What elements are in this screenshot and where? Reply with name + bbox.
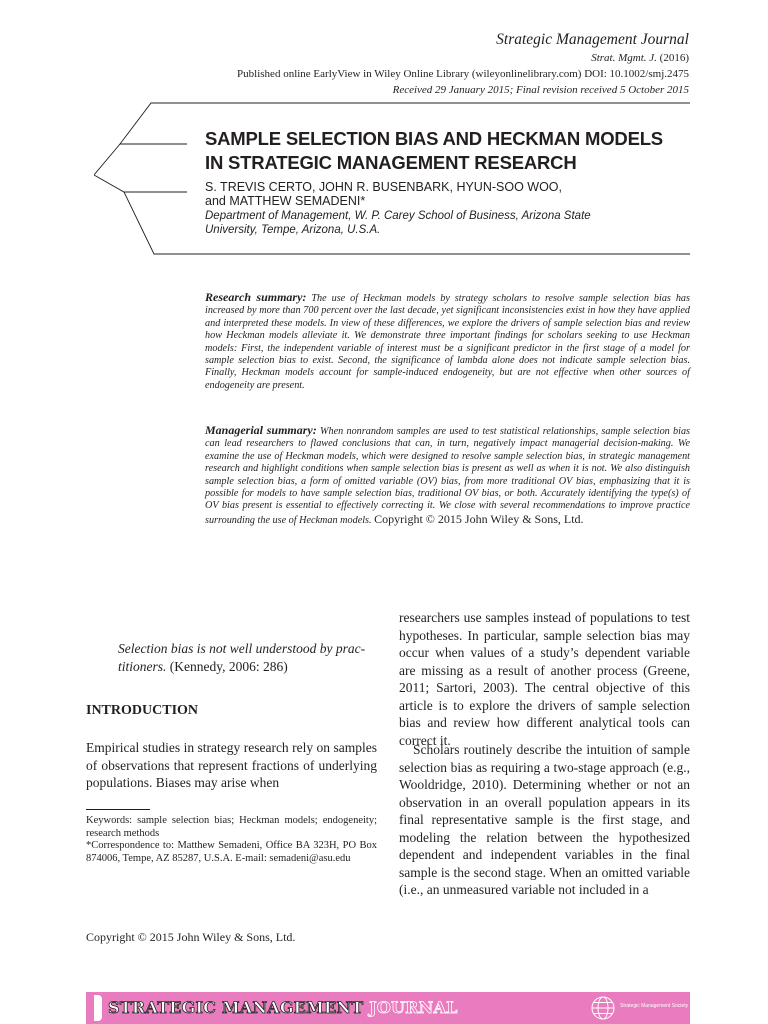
footnote-divider xyxy=(86,809,150,810)
affiliation xyxy=(205,209,685,237)
title-line-1: SAMPLE SELECTION BIAS AND HECKMAN MODELS xyxy=(205,128,663,149)
intro-paragraph-3: Scholars routinely describe the intuition of sample selection bias as requiring a two-stage approach (e.g., Wooldridge, 2010). Determining whether or not an observation in an overall population appears in its final representative sample is the first stage, and modeling the relation between the hypothesized dependent and independent variables in the final sample is the second stage. When an omitted variable (i.e., an unmeasured variable not included in a xyxy=(399,742,690,897)
banner-cap-decoration xyxy=(94,995,102,1021)
correspondence: *Correspondence to: Matthew Semadeni, Office BA 323H, PO Box 874006, Tempe, AZ 85287, U.S.A. E-mail: semadeni@asu.edu xyxy=(86,840,377,864)
journal-name: Strategic Management Journal xyxy=(496,31,689,48)
affiliation-line-2: University, Tempe, Arizona, U.S.A. xyxy=(205,224,381,236)
society-name: Strategic Management Society xyxy=(620,1003,689,1009)
footnotes xyxy=(86,815,377,865)
authors-line-1: S. TREVIS CERTO, JOHN R. BUSENBARK, HYUN-SOO WOO, xyxy=(205,180,563,194)
received-line: Received 29 January 2015; Final revision received 5 October 2015 xyxy=(392,84,689,96)
citation-year: (2016) xyxy=(659,52,689,64)
globe-icon xyxy=(590,995,616,1021)
managerial-summary xyxy=(205,424,690,527)
citation-abbrev: Strat. Mgmt. J. xyxy=(591,52,657,64)
title-line-2: IN STRATEGIC MANAGEMENT RESEARCH xyxy=(205,152,577,173)
citation-line xyxy=(591,52,689,64)
managerial-summary-label: Managerial summary: xyxy=(205,423,317,437)
intro-paragraph-2: researchers use samples instead of populations to test hypotheses. In particular, sample selection bias may occur when values of a study’s dependent variable are missing as a result of another process (Greene, 2011; Sartori, 2003). The central objective of this article is to explore the drivers of sample selection bias and review how different analytical tools can correct it. xyxy=(399,610,690,748)
epigraph-source: (Kennedy, 2006: 286) xyxy=(169,658,288,674)
journal-footer-banner xyxy=(86,992,690,1024)
epigraph-quote: Selection bias is not well understood by prac- titioners. xyxy=(118,641,366,674)
article-title xyxy=(205,127,705,175)
affiliation-line-1: Department of Management, W. P. Carey School of Business, Arizona State xyxy=(205,210,591,222)
brand-part-2: JOURNAL xyxy=(369,998,458,1017)
research-summary xyxy=(205,291,690,392)
authors-line-2: and MATTHEW SEMADENI* xyxy=(205,193,366,208)
published-line: Published online EarlyView in Wiley Online Library (wileyonlinelibrary.com) DOI: 10.1002/smj.2475 xyxy=(237,68,689,80)
research-summary-label: Research summary: xyxy=(205,290,307,304)
keywords: Keywords: sample selection bias; Heckman models; endogeneity; research methods xyxy=(86,815,377,839)
journal-brand xyxy=(108,998,458,1017)
research-summary-text: The use of Heckman models by strategy scholars to resolve sample selection bias has increased by more than 700 percent over the last decade, yet significant inconsistencies exist in how they have applied and interpreted these models. In view of these differences, we explore the drivers of sample selection bias and review how Heckman models alleviate it. We demonstrate three important findings for scholars seeking to use Heckman models: First, the independent variable of interest must be a significant predictor in the first stage of a model for sample selection bias to exist. Second, the significance of lambda alone does not indicate sample selection bias. Finally, Heckman models account for sample-induced endogeneity, but are not effective when other sources of endogeneity are present. xyxy=(205,293,690,391)
brand-part-1: STRATEGIC MANAGEMENT xyxy=(108,998,364,1017)
managerial-summary-text: When nonrandom samples are used to test statistical relationships, sample selection bias can lead researchers to flawed conclusions that can, in turn, negatively impact managerial decision-making. We examine the use of Heckman models, which were designed to resolve sample selection bias, in strategic management research and highlight conditions when sample selection bias is present as well as when it is not. We also distinguish sample selection bias, a form of omitted variable (OV) bias, from more traditional OV bias, emphasizing that it is possible for models to have sample selection bias, traditional OV bias, or both. Accurately identifying the type(s) of OV bias present is essential to effectively correcting it. We close with several recommendations to improve practice surrounding the use of Heckman models. xyxy=(205,426,691,526)
section-heading-introduction: INTRODUCTION xyxy=(86,703,199,718)
epigraph xyxy=(118,640,390,675)
summary-copyright: Copyright © 2015 John Wiley & Sons, Ltd. xyxy=(374,511,584,526)
page-copyright: Copyright © 2015 John Wiley & Sons, Ltd. xyxy=(86,930,296,944)
intro-paragraph-1: Empirical studies in strategy research rely on samples of observations that represent fractions of underlying populations. Biases may arise when xyxy=(86,740,377,790)
author-list xyxy=(205,181,685,208)
